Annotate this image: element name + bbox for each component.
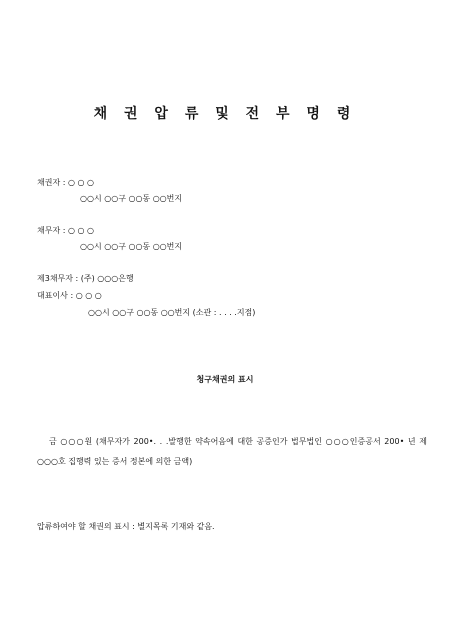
third-debtor-representative: 대표이사 : ○ ○ ○ bbox=[37, 291, 102, 300]
claim-section-heading: 청구채권의 표시 bbox=[196, 375, 254, 384]
creditor-address: ○○시 ○○구 ○○동 ○○번지 bbox=[80, 194, 183, 203]
third-debtor-address: ○○시 ○○구 ○○동 ○○번지 (소관 : . . . .지점) bbox=[88, 308, 256, 317]
seizure-claim-line: 압류하여야 할 채권의 표시 : 별지목록 기재와 같음. bbox=[37, 522, 215, 531]
claim-section-body: 금 ○○○원 (채무자가 200•. . .발행한 약속어음에 대한 공증인가 법무법인 ○○○인증공서 200• 년 제 ○○○호 집행력 있는 증서 정본에 의한 금액) bbox=[37, 437, 427, 466]
debtor-address: ○○시 ○○구 ○○동 ○○번지 bbox=[80, 242, 183, 251]
debtor-label: 채무자 : ○ ○ ○ bbox=[37, 226, 94, 235]
document-title: 채 권 압 류 및 전 부 명 령 bbox=[93, 106, 357, 122]
creditor-label: 채권자 : ○ ○ ○ bbox=[37, 178, 94, 187]
third-debtor-label: 제3채무자 : (주) ○○○은행 bbox=[37, 274, 134, 283]
